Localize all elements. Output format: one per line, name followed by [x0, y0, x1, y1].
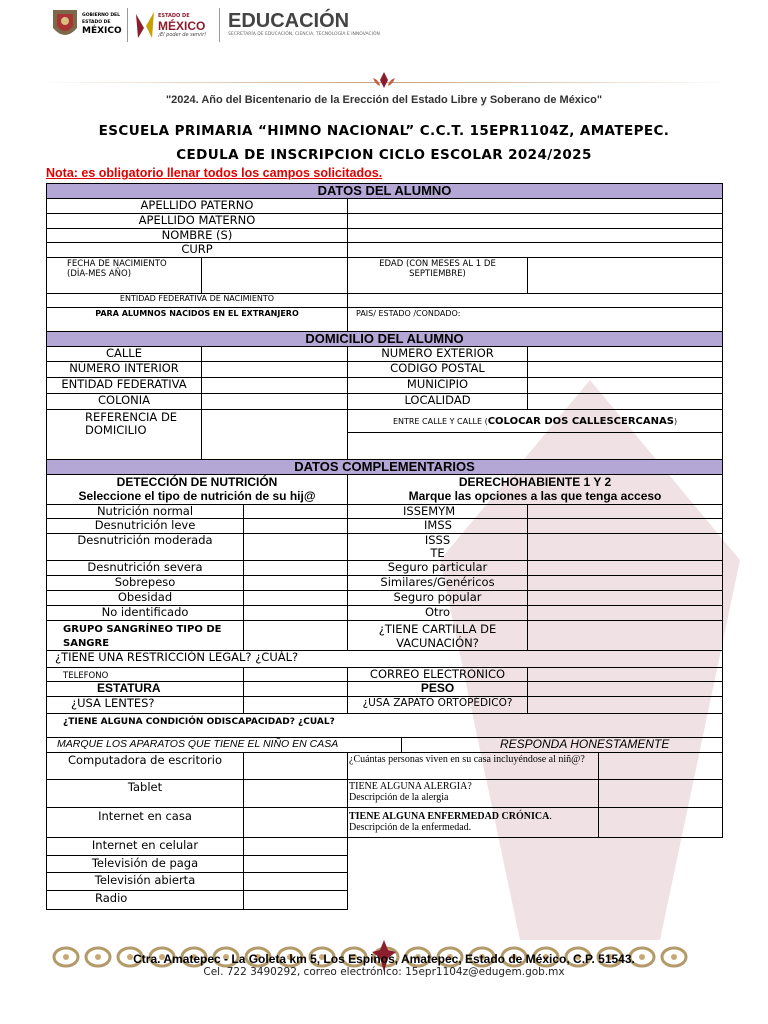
nutricion-option: Nutrición normal	[46, 504, 244, 519]
field-enfermedad[interactable]	[598, 807, 723, 838]
nutricion-option: Obesidad	[46, 590, 244, 606]
field-edad[interactable]	[527, 257, 723, 294]
field-municipio[interactable]	[527, 377, 723, 394]
label-numero-exterior: NUMERO EXTERIOR	[347, 346, 528, 362]
nutricion-check[interactable]	[243, 533, 348, 561]
required-note: Nota: es obligatorio llenar todos los campos solicitados.	[46, 166, 383, 180]
section-header-alumno: DATOS DEL ALUMNO	[46, 183, 723, 199]
derecho-check[interactable]	[527, 560, 723, 576]
label-cartilla: ¿TIENE CARTILLA DE VACUNACIÓN?	[347, 620, 528, 651]
field-referencia[interactable]	[201, 409, 348, 460]
label-correo: CORREO ELECTRONICO	[347, 667, 528, 682]
label-zapato: ¿USA ZAPATO ORTOPÉDICO?	[347, 696, 528, 714]
label-edad: EDAD (CON MESES AL 1 DE SEPTIEMBRE)	[347, 257, 528, 294]
entre-calles-suffix: )	[673, 417, 678, 426]
field-correo[interactable]	[527, 667, 723, 682]
field-fecha-nacimiento[interactable]	[201, 257, 348, 294]
nutricion-check[interactable]	[243, 518, 348, 534]
nutricion-subtitle: Seleccione el tipo de nutrición de su hij@	[78, 489, 316, 503]
derecho-check[interactable]	[527, 504, 723, 519]
nutricion-header	[46, 474, 348, 505]
label-colonia: COLONIA	[46, 393, 202, 410]
derecho-option: Seguro popular	[347, 590, 528, 606]
entre-calles-prefix: ENTRE CALLE Y CALLE (	[392, 417, 488, 426]
ornament-flower-icon	[369, 70, 399, 92]
derecho-check[interactable]	[527, 575, 723, 591]
aparato-check[interactable]	[243, 752, 348, 780]
nutricion-check[interactable]	[243, 590, 348, 606]
label-restriccion-legal[interactable]: ¿TIENE UNA RESTRICCIÓN LEGAL? ¿CUÁL?	[46, 650, 723, 668]
field-estatura[interactable]	[243, 681, 348, 697]
field-numero-interior[interactable]	[201, 361, 348, 378]
label-estatura: ESTATURA	[46, 681, 244, 697]
aparato-option: Televisión de paga	[46, 855, 244, 873]
label-codigo-postal: CODIGO POSTAL	[347, 361, 528, 378]
header-divider	[127, 8, 128, 42]
enfermedad-title: TIENE ALGUNA ENFERMEDAD CRÓNICA	[349, 811, 550, 822]
field-curp[interactable]	[347, 242, 723, 258]
aparato-check[interactable]	[243, 807, 348, 838]
label-lentes: ¿USA LENTES?	[46, 696, 244, 714]
nutricion-option: Desnutrición leve	[46, 518, 244, 534]
derecho-option: ISSEMYM	[347, 504, 528, 519]
label-enfermedad	[347, 807, 599, 838]
coat-of-arms-icon	[50, 6, 80, 42]
field-peso[interactable]	[527, 681, 723, 697]
label-curp: CURP	[46, 242, 348, 258]
enfermedad-dot: .	[549, 811, 552, 822]
edomex-line2: MÉXICO	[158, 19, 206, 33]
label-extranjero: PARA ALUMNOS NACIDOS EN EL EXTRANJERO	[46, 307, 348, 332]
gob-line3: MÉXICO	[82, 26, 122, 36]
field-alergia[interactable]	[598, 779, 723, 808]
field-entre-calles[interactable]	[347, 432, 723, 460]
form-title: CEDULA DE INSCRIPCION CICLO ESCOLAR 2024/2025	[176, 147, 592, 163]
section-header-domicilio: DOMICILIO DEL ALUMNO	[46, 331, 723, 347]
nutricion-option: Sobrepeso	[46, 575, 244, 591]
derecho-check[interactable]	[527, 533, 723, 561]
field-localidad[interactable]	[527, 393, 723, 410]
school-name: ESCUELA PRIMARIA “HIMNO NACIONAL” C.C.T. 15EPR1104Z, AMATEPEC.	[98, 123, 670, 139]
derecho-check[interactable]	[527, 590, 723, 606]
label-localidad: LOCALIDAD	[347, 393, 528, 410]
derechohabiente-title: DERECHOHABIENTE 1 Y 2	[458, 475, 612, 489]
field-telefono[interactable]	[243, 667, 348, 682]
label-discapacidad[interactable]: ¿TIENE ALGUNA CONDICIÓN ODISCAPACIDAD? ¿CUAL?	[46, 713, 723, 738]
field-codigo-postal[interactable]	[527, 361, 723, 378]
label-entre-calles	[347, 409, 723, 433]
label-apellido-materno: APELLIDO MATERNO	[46, 213, 348, 229]
derecho-option-isss-te	[347, 533, 528, 561]
field-zapato[interactable]	[527, 696, 723, 714]
label-apellido-paterno: APELLIDO PATERNO	[46, 198, 348, 214]
label-responda: RESPONDA HONESTAMENTE	[401, 737, 723, 753]
derecho-option: ISSS	[424, 533, 451, 547]
alergia-title: TIENE ALGUNA ALERGIA?	[349, 781, 472, 792]
field-cartilla[interactable]	[527, 620, 723, 651]
alergia-desc: Descripción de la alergia	[349, 792, 449, 803]
nutricion-option: No identificado	[46, 605, 244, 621]
aparato-option: Internet en celular	[46, 837, 244, 856]
field-apellido-materno[interactable]	[347, 213, 723, 229]
derecho-option: IMSS	[347, 518, 528, 534]
year-legend: "2024. Año del Bicentenario de la Erección del Estado Libre y Soberano de México"	[165, 94, 603, 106]
label-entidad-federativa: ENTIDAD FEDERATIVA	[46, 377, 202, 394]
footer-contact: Cel. 722 3490292, correo electrónico: 15epr1104z@edugem.gob.mx	[203, 966, 565, 978]
nutricion-option: Desnutrición severa	[46, 560, 244, 576]
derecho-check[interactable]	[527, 605, 723, 621]
label-personas: ¿Cuántas personas viven en su casa incluyéndose al niñ@?	[347, 752, 599, 780]
field-personas[interactable]	[598, 752, 723, 780]
field-entidad-federativa[interactable]	[201, 377, 348, 394]
label-referencia: REFERENCIA DE DOMICILIO	[46, 409, 202, 460]
footer-address: Ctra. Amatepec - La Goleta km 5, Los Espinos, Amatepec, Estado de México, C.P. 51543.	[133, 952, 635, 966]
label-fecha-nacimiento: FECHA DE NACIMIENTO (DÍA-MES AÑO)	[46, 257, 202, 294]
aparato-option: Radio	[46, 890, 244, 910]
derechohabiente-subtitle: Marque las opciones a las que tenga acceso	[408, 489, 662, 503]
derecho-option: Similares/Genéricos	[347, 575, 528, 591]
derecho-option: Otro	[347, 605, 528, 621]
aparato-check[interactable]	[243, 837, 348, 856]
label-pais-estado[interactable]: PAIS/ ESTADO /CONDADO:	[347, 307, 723, 332]
label-nombre: NOMBRE (S)	[46, 228, 348, 243]
gob-line2: ESTADO DE	[82, 20, 111, 25]
label-entidad-nacimiento: ENTIDAD FEDERATIVA DE NACIMIENTO	[46, 293, 348, 308]
nutricion-option: Desnutrición moderada	[46, 533, 244, 561]
field-lentes[interactable]	[243, 696, 348, 714]
nutricion-check[interactable]	[243, 504, 348, 519]
aparato-option: Computadora de escritorio	[46, 752, 244, 780]
field-colonia[interactable]	[201, 393, 348, 410]
field-apellido-paterno[interactable]	[347, 198, 723, 214]
nutricion-check[interactable]	[243, 605, 348, 621]
label-calle: CALLE	[46, 346, 202, 362]
field-calle[interactable]	[201, 346, 348, 362]
section-header-complementarios: DATOS COMPLEMENTARIOS	[46, 459, 723, 475]
derechohabiente-header	[347, 474, 723, 505]
aparato-check[interactable]	[243, 890, 348, 910]
label-telefono: TELEFONO	[46, 667, 244, 682]
aparato-check[interactable]	[243, 872, 348, 891]
label-peso: PESO	[347, 681, 528, 697]
edomex-emblem-icon	[134, 10, 156, 40]
field-nombre[interactable]	[347, 228, 723, 243]
educacion-subtitle: SECRETARÍA DE EDUCACIÓN, CIENCIA, TECNOLOGÍA E INNOVACIÓN	[228, 32, 380, 37]
edomex-slogan: ¡El poder de servir!	[158, 32, 207, 38]
derecho-check[interactable]	[527, 518, 723, 534]
entre-calles-bold: COLOCAR DOS CALLESCERCANAS	[487, 416, 674, 427]
label-numero-interior: NÚMERO INTERIOR	[46, 361, 202, 378]
label-aparatos: MARQUE LOS APARATOS QUE TIENE EL NIÑO EN CASA	[46, 737, 402, 753]
field-numero-exterior[interactable]	[527, 346, 723, 362]
label-municipio: MUNICIPIO	[347, 377, 528, 394]
edomex-line1: ESTADO DE	[158, 13, 190, 19]
enfermedad-desc: Descripción de la enfermedad.	[349, 822, 472, 833]
nutricion-check[interactable]	[243, 560, 348, 576]
derecho-option: TE	[430, 546, 445, 560]
aparato-option: Televisión abierta	[46, 872, 244, 891]
aparato-option: Tablet	[46, 779, 244, 808]
nutricion-check[interactable]	[243, 575, 348, 591]
field-entidad-nacimiento[interactable]	[347, 293, 723, 308]
header-divider-2	[219, 8, 220, 42]
gob-line1: GOBIERNO DEL	[82, 13, 120, 18]
aparato-option: Internet en casa	[46, 807, 244, 838]
label-grupo-sanguineo: GRUPO SANGRÍNEO TIPO DE SANGRE	[46, 620, 244, 651]
aparato-check[interactable]	[243, 855, 348, 873]
field-grupo-sanguineo[interactable]	[243, 620, 348, 651]
educacion-title: EDUCACIÓN	[228, 10, 350, 32]
aparato-check[interactable]	[243, 779, 348, 808]
nutricion-title: DETECCIÓN DE NUTRICIÓN	[116, 475, 278, 489]
label-alergia	[347, 779, 599, 808]
derecho-option: Seguro particular	[347, 560, 528, 576]
